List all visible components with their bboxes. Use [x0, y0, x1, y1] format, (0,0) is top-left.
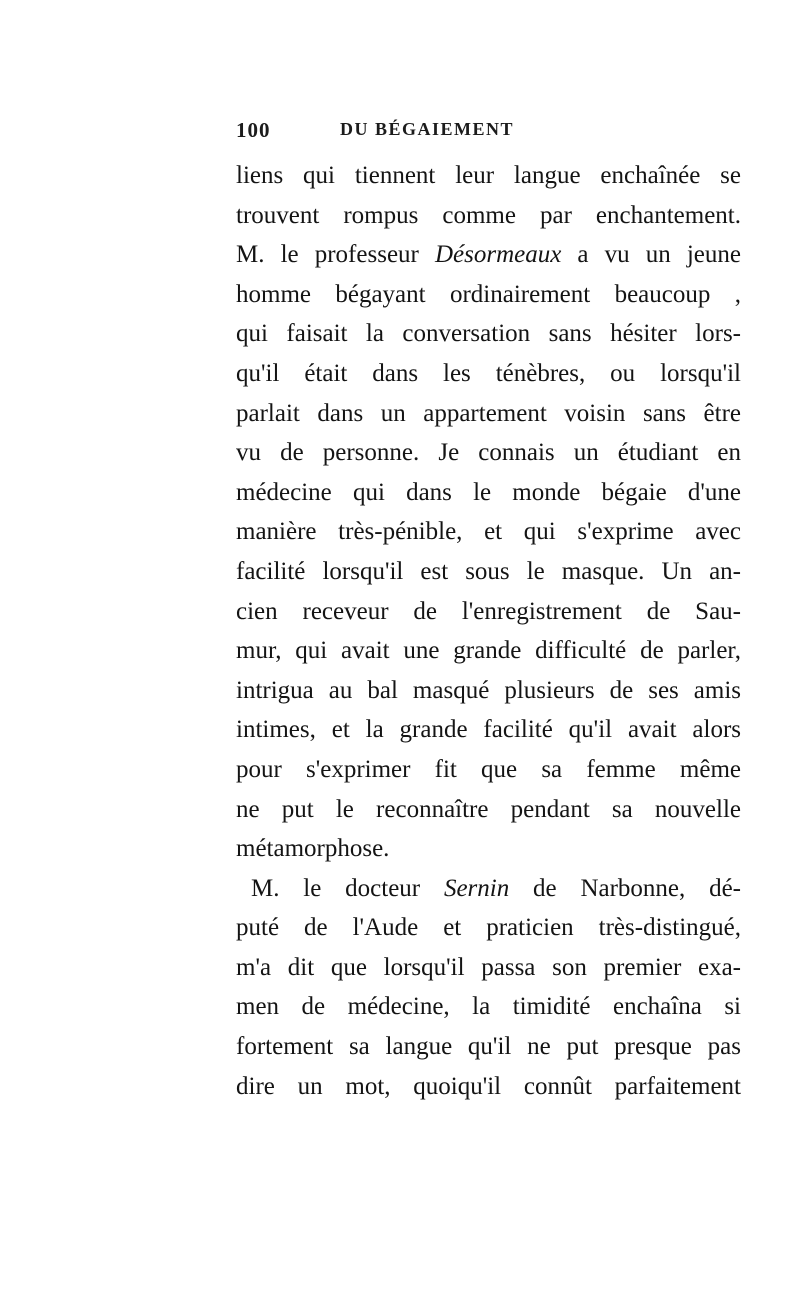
text-run: M. le docteur: [251, 874, 444, 902]
text-line-19: [236, 869, 741, 909]
text-line-22: men de médecine, la timidité enchaîna si: [236, 993, 741, 1021]
text-line-15: intimes, et la grande facilité qu'il avait alors: [236, 716, 741, 744]
body-text: [236, 156, 741, 1106]
text-line-13: mur, qui avait une grande difficulté de parler,: [236, 637, 741, 665]
text-line-1: liens qui tiennent leur langue enchaînée se: [236, 162, 741, 189]
text-line-6: qu'il était dans les ténèbres, ou lorsqu'il: [236, 359, 741, 387]
text-line-24: dire un mot, quoiqu'il connût parfaitement: [236, 1072, 741, 1100]
text-line-17: ne put le reconnaître pendant sa nouvelle: [236, 795, 741, 823]
text-run: de Narbonne, dé-: [509, 874, 742, 902]
text-line-12: cien receveur de l'enregistrement de Sau-: [236, 597, 741, 625]
text-line-4: homme bégayant ordinairement beaucoup ,: [236, 280, 741, 308]
text-line-7: parlait dans un appartement voisin sans être: [236, 399, 741, 427]
author-name-italic: Désormeaux: [434, 241, 562, 269]
text-line-18: métamorphose.: [236, 835, 390, 863]
text-line-14: intrigua au bal masqué plusieurs de ses amis: [236, 676, 741, 704]
text-line-3: [236, 235, 741, 275]
running-title: DU BÉGAIEMENT: [340, 119, 515, 139]
text-line-11: facilité lorsqu'il est sous le masque. Un an-: [236, 557, 741, 585]
text-line-9: médecine qui dans le monde bégaie d'une: [236, 478, 741, 506]
text-line-23: fortement sa langue qu'il ne put presque pas: [236, 1033, 741, 1061]
text-line-20: puté de l'Aude et praticien très-distingué,: [236, 914, 741, 942]
text-line-2: trouvent rompus comme par enchantement.: [236, 201, 741, 229]
text-run: a vu un jeune: [561, 241, 741, 269]
running-head: [236, 118, 741, 148]
text-line-8: vu de personne. Je connais un étudiant en: [236, 439, 741, 467]
text-line-5: qui faisait la conversation sans hésiter lors-: [236, 320, 741, 348]
author-name-italic: Sernin: [443, 874, 510, 902]
text-line-16: pour s'exprimer fit que sa femme même: [236, 755, 741, 783]
text-line-10: manière très-pénible, et qui s'exprime avec: [236, 518, 741, 546]
text-line-21: m'a dit que lorsqu'il passa son premier exa-: [236, 953, 741, 981]
text-run: M. le professeur: [236, 241, 435, 269]
page-number: 100: [236, 118, 271, 142]
